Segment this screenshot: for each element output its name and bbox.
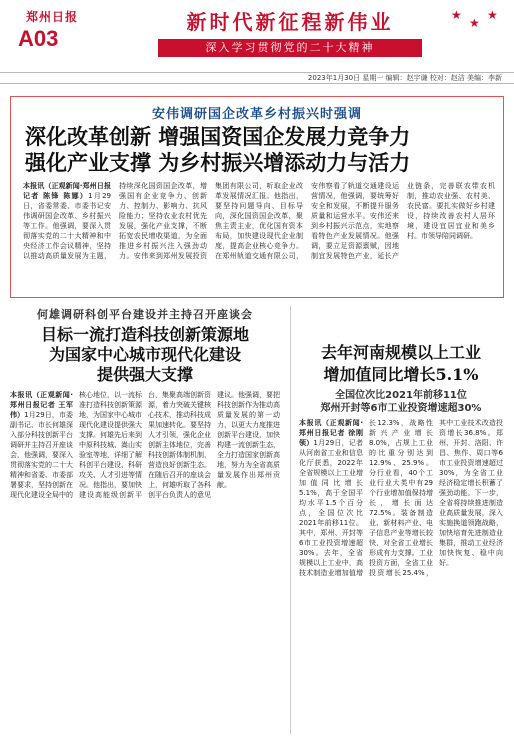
bottom-left-title-line-1: 目标一流打造科技创新策源地 [40,325,249,344]
bottom-left-text: 1月29日，市委副书记、市长何雄深入部分科技创新平台调研并主持召开座谈会，他强调，要深入贯彻落实党的二十大精神和省委、市委部署要求，坚持创新在现代化建设全局中的核心地位，以一流标准打造科技创新策源地，为国家中心城市现代化建设提供强大支撑。何雄先后来到中原科技城、嵩山实验室等地，详细了解科创平台建设、科研攻关、人才引进等情况。他指出，要加快建设高能级创新平台，集聚高端创新资源，着力突破关键核心技术，推动科技成果加速转化。要坚持人才引领，强化企业创新主体地位，完善科技创新体制机制，营造良好创新生态。在随后召开的座谈会上，何雄听取了各科创平台负责人的意见建议。他强调，要把科技创新作为推动高质量发展的第一动力，以更大力度推进创新平台建设，加快构建一流创新生态，全力打造国家创新高地，努力为全省高质量发展作出郑州贡献。 [10,391,280,499]
star-icon: ★ [451,8,462,22]
bottom-right-text: 1月29日，记者从河南省工业和信息化厅获悉，2022年全省规模以上工业增加值同比增长5.1%，高于全国平均水平1.5个百分点，全国位次比2021年前移11位。其中，郑州、开封等6市工业投资增速超30%。去年，全省规模以上工业中，高技术制造业增加值增长12.3%，战略性新兴产业增长8.0%，占规上工业的比重分别达到12.9%、25.9%。分行业看，40个工业行业大类中有29个行业增加值保持增长，增长面达72.5%。装备制造业、新材料产业、电子信息产业等增长较快，对全省工业增长形成有力支撑。工业投资方面，全省工业投资增长25.4%，其中工业技术改造投资增长36.8%。郑州、开封、洛阳、许昌、焦作、周口等6市工业投资增速超过30%，为全省工业经济稳定增长积蓄了强劲动能。下一步，全省将持续推进制造业高质量发展，深入实施换道领跑战略，加快培育先进制造业集群，推动工业经济加快恢复、稳中向好。 [299,419,503,577]
bottom-left-body [10,390,280,730]
top-article-title-line-2: 强化产业支撑 为乡村振兴增添动力与活力 [25,150,411,175]
bottom-left-lead: 本报讯（正观新闻·郑州日报记者 王军伟） [10,391,73,419]
bottom-left-kicker: 何雄调研科创平台建设并主持召开座谈会 [37,308,253,321]
top-article-lead: 本报讯（正观新闻·郑州日报记者 陈锋 陈娜） [23,182,111,200]
page-header [0,0,514,96]
newspaper-logo [12,6,82,62]
bottom-left-article [10,306,280,734]
bottom-right-article [290,306,504,734]
top-article-body [23,181,495,293]
bottom-right-body [299,418,503,730]
top-article-kicker: 安伟调研国企改革乡村振兴时强调 [151,107,362,122]
section-banner [140,6,440,64]
top-article-title-line-1: 深化改革创新 增强国资国企发展力竞争力 [25,124,411,149]
top-article [10,96,504,298]
banner-part-3: 新伟业 [324,10,394,34]
bottom-left-title-line-3: 提供强大支撑 [96,365,193,384]
date-editor-text: 2023年1月30日 星期一 编辑：赵宇谦 校对：赵洁 美编：李新 [307,74,502,82]
bottom-left-title-line-2: 为国家中心城市现代化建设 [48,345,241,364]
date-editor-line [0,72,514,84]
banner-subtitle: 深入学习贯彻党的二十大精神 [158,39,422,57]
banner-part-1: 新时代 [186,10,256,34]
banner-headline [140,6,440,35]
star-icon: ★ [487,8,498,22]
star-icon: ★ [469,16,480,30]
bottom-right-title-line-2: 增加值同比增长5.1% [323,365,479,384]
banner-part-2: 新征程 [255,10,325,34]
bottom-right-subtitle-1: 全国位次比2021年前移11位 [335,390,467,401]
decoration-stars [445,6,503,32]
bottom-right-subtitle-2: 郑州开封等6市工业投资增速超30% [320,403,482,414]
paper-name: 郑州日报 [26,10,79,24]
page-number: A03 [18,26,59,51]
bottom-right-lead: 本报讯（正观新闻·郑州日报记者 徐刚领） [299,419,363,447]
bottom-right-title-line-1: 去年河南规模以上工业 [320,343,481,362]
top-article-text: 1月29日，省委常委、市委书记安伟调研国企改革、乡村振兴等工作。他强调，要深入贯彻落实党的二十大精神和中央经济工作会议精神，坚持以推动高质量发展为主题，持续深化国资国企改革，增强国有企业竞争力、创新力、控制力、影响力、抗风险能力；坚持农业农村优先发展，强化产业支撑，不断拓宽农民增收渠道，为全面推进乡村振兴注入强劲动力。安伟来到郑州发展投资集团有限公司，听取企业改革发展情况汇报。他指出，要坚持问题导向、目标导向，深化国资国企改革，聚焦主责主业，优化国有资本布局，加快建设现代企业制度，提高企业核心竞争力。在郑州轨道交通有限公司，安伟察看了轨道交通建设运营情况，他强调，要统筹好安全和发展，不断提升服务质量和运营水平。安伟还来到乡村振兴示范点，实地察看特色产业发展情况。他强调，要立足资源禀赋，因地制宜发展特色产业，延长产业链条，完善联农带农机制，推动农业强、农村美、农民富。要扎实做好乡村建设，持续改善农村人居环境，建设宜居宜业和美乡村。市领导陪同调研。 [23,182,495,260]
